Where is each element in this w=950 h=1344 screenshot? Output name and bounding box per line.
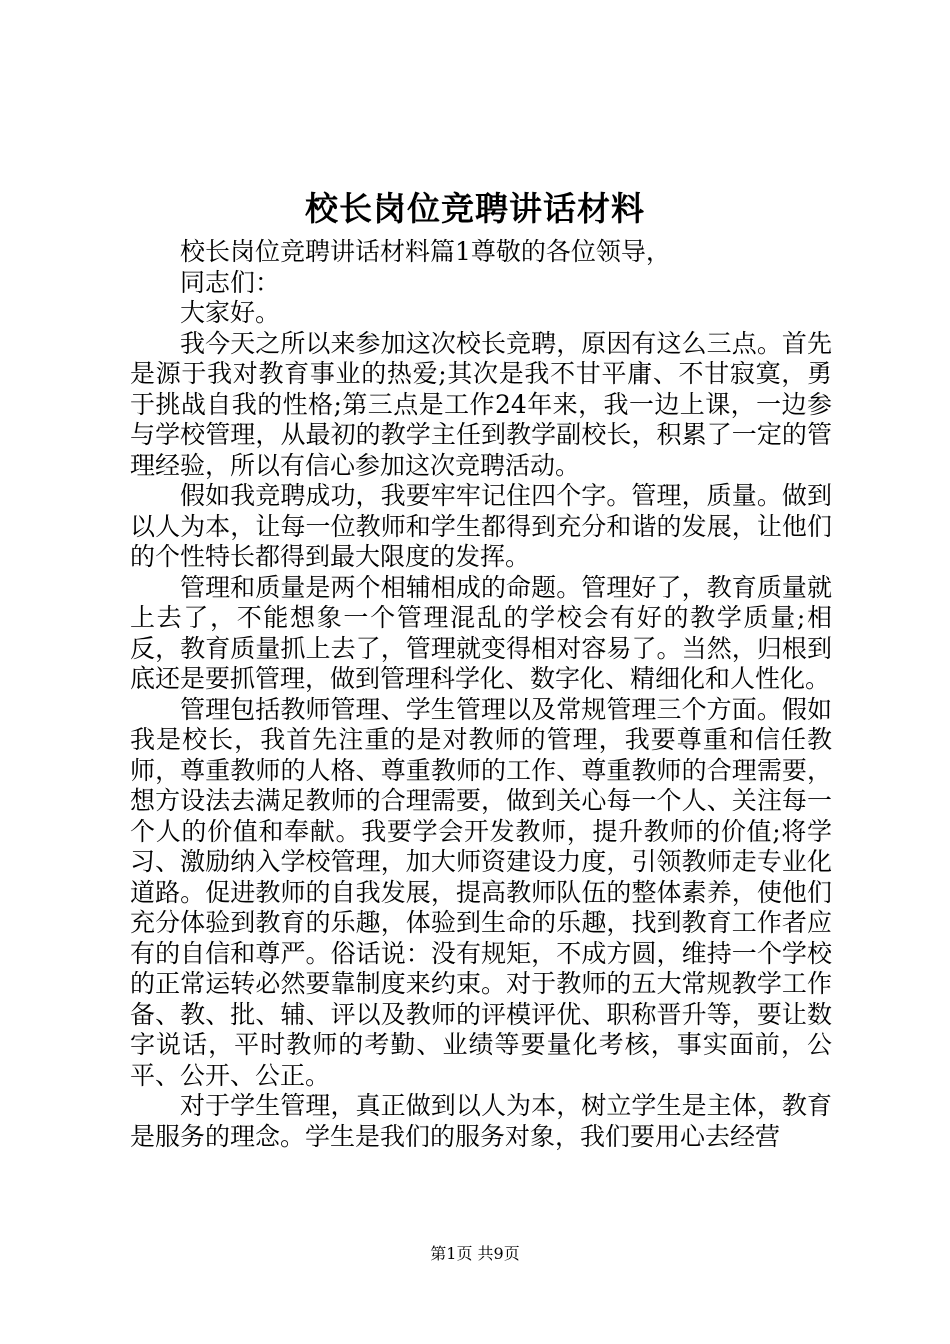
paragraph-if-success: 假如我竞聘成功，我要牢牢记住四个字。管理，质量。做到以人为本，让每一位教师和学生都得到充分和谐的发展，让他们的个性特长都得到最大限度的发挥。 bbox=[130, 481, 832, 571]
paragraph-reasons: 我今天之所以来参加这次校长竞聘，原因有这么三点。首先是源于我对教育事业的热爱;其次是我不甘平庸、不甘寂寞，勇于挑战自我的性格;第三点是工作24年来，我一边上课，一边参与学校管理，从最初的教学主任到教学副校长，积累了一定的管理经验，所以有信心参加这次竞聘活动。 bbox=[130, 328, 832, 480]
paragraph-management-quality: 管理和质量是两个相辅相成的命题。管理好了，教育质量就上去了，不能想象一个管理混乱的学校会有好的教学质量;相反，教育质量抓上去了，管理就变得相对容易了。当然，归根到底还是要抓管理，做到管理科学化、数字化、精细化和人性化。 bbox=[130, 572, 832, 693]
paragraph-greeting: 校长岗位竞聘讲话材料篇1尊敬的各位领导， bbox=[180, 237, 671, 266]
paragraph-teacher-management: 管理包括教师管理、学生管理以及常规管理三个方面。假如我是校长，我首先注重的是对教师的管理，我要尊重和信任教师，尊重教师的人格、尊重教师的工作、尊重教师的合理需要，想方设法去满足教师的合理需要，做到关心每一个人、关注每一个人的价值和奉献。我要学会开发教师，提升教师的价值;将学习、激励纳入学校管理，加大师资建设力度，引领教师走专业化道路。促进教师的自我发展，提高教师队伍的整体素养，使他们充分体验到教育的乐趣，体验到生命的乐趣，找到教育工作者应有的自信和尊严。俗话说：没有规矩，不成方圆，维持一个学校的正常运转必然要靠制度来约束。对于教师的五大常规教学工作备、教、批、辅、评以及教师的评模评优、职称晋升等，要让数字说话，平时教师的考勤、业绩等要量化考核，事实面前，公平、公开、公正。 bbox=[130, 694, 832, 1090]
paragraph-student-management: 对于学生管理，真正做到以人为本，树立学生是主体，教育是服务的理念。学生是我们的服务对象，我们要用心去经营 bbox=[130, 1091, 832, 1151]
paragraph-comrades: 同志们： bbox=[180, 267, 281, 297]
page-number-footer: 第1页 共9页 bbox=[430, 1244, 520, 1263]
paragraph-hello: 大家好。 bbox=[180, 298, 281, 327]
document-body bbox=[130, 237, 832, 1152]
document-title: 校长岗位竞聘讲话材料 bbox=[305, 189, 645, 228]
